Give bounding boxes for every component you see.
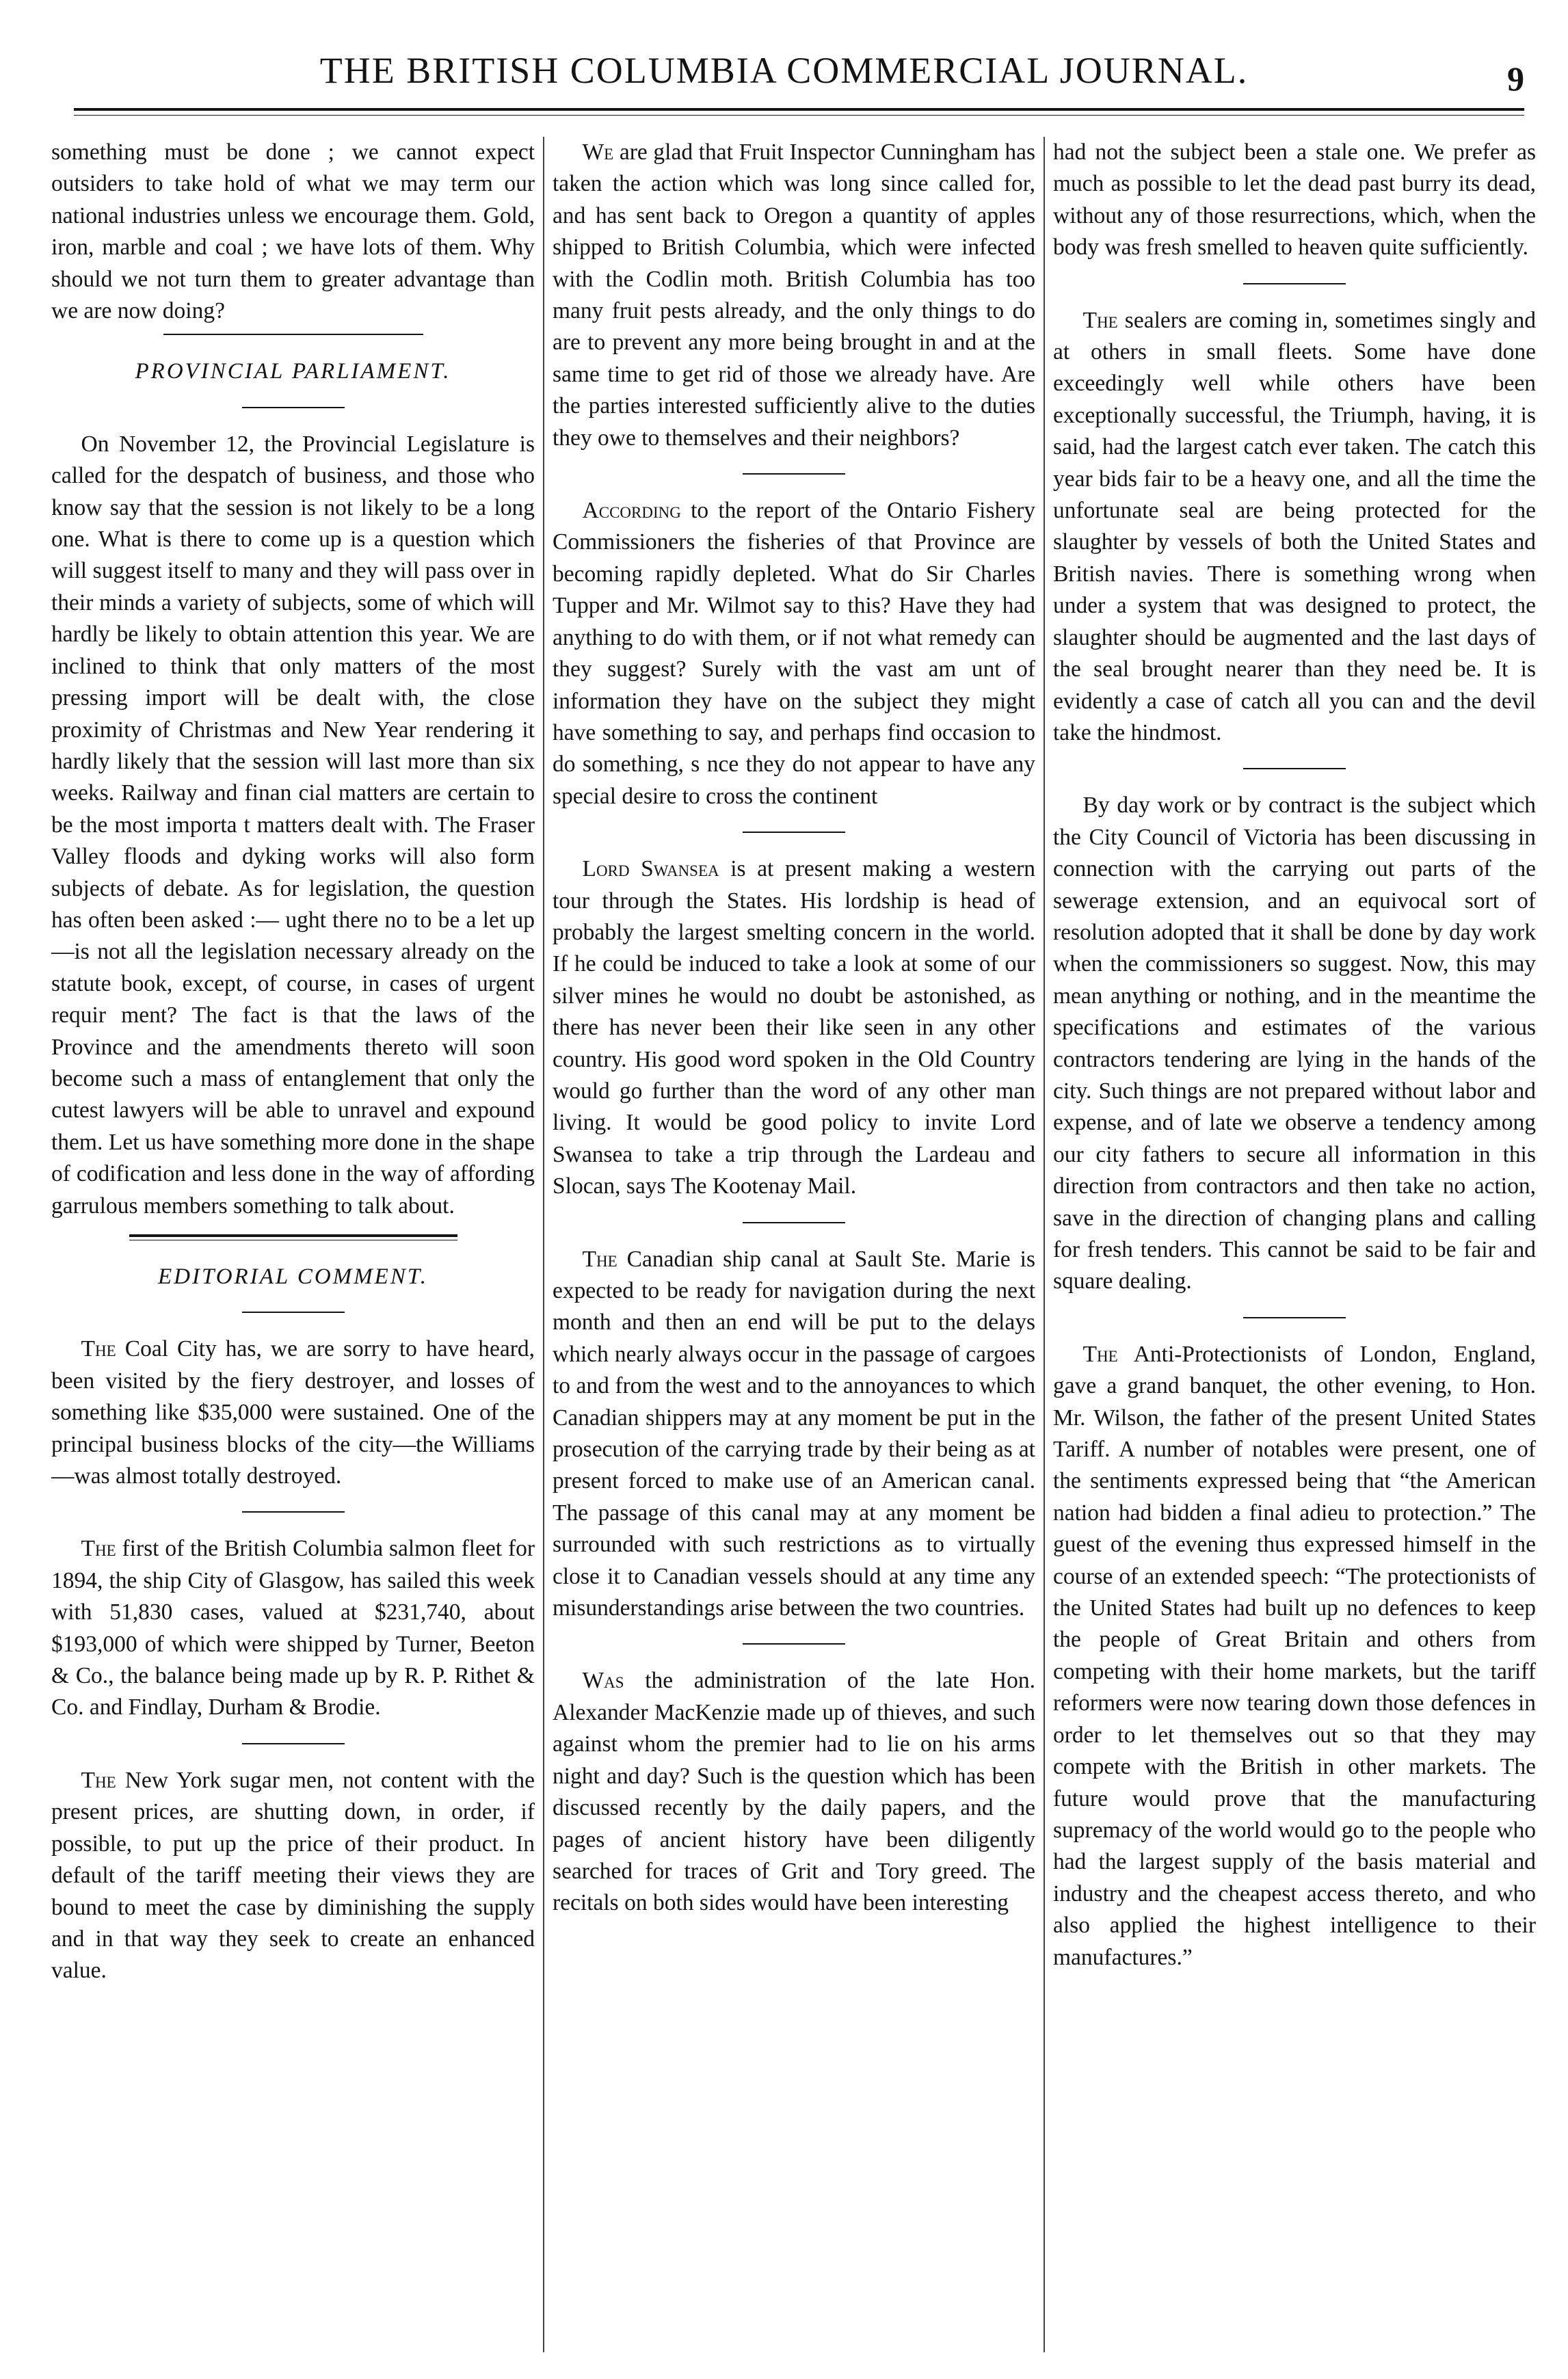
section-rule — [743, 473, 845, 475]
section-rule — [129, 1234, 457, 1240]
section-rule — [242, 1511, 345, 1513]
lead-word: The — [81, 1336, 116, 1362]
article-paragraph — [1053, 1339, 1536, 1973]
article-text: to the report of the Ontario Fishery Commissioners the fisheries of that Province are becoming rapidly depleted. What do Sir Charles Tupper and Mr. Wilmot say to this? Have they had anything to do with them, or if not what remedy can they suggest? Surely with the vast am unt of information they have on the subject they might have something to say, and perhaps find occasion to do something, s nce they do not appear to have any special desire to cross the continent — [553, 498, 1035, 809]
article-paragraph: By day work or by contract is the subject which the City Council of Victoria has been discussing in connection with the carrying out parts of the sewerage extension, and an equivocal sort of resolution adopted that it shall be done by day work when the commissioners so suggest. Now, this may mean anything or nothing, and in the meantime the specifications and estimates of the various contractors tendering are lying in the hands of the city. Such things are not prepared without labor and expense, and of late we observe a tendency among our city fathers to secure all information in this direction from contractors and then take no action, save in the direction of changing plans and calling for fresh tenders. This cannot be said to be fair and square dealing. — [1053, 793, 1536, 1294]
column-divider — [543, 137, 544, 2352]
section-rule — [743, 1643, 845, 1645]
article-paragraph — [51, 1533, 535, 1723]
header-rule — [74, 108, 1524, 116]
article-paragraph — [51, 1765, 535, 1987]
article-paragraph — [553, 137, 1035, 454]
journal-title: THE BRITISH COLUMBIA COMMERCIAL JOURNAL. — [319, 50, 1249, 91]
article-text: Anti-Protectionists of London, England, gave a grand banquet, the other evening, to Hon. Mr. Wilson, the father of the present United States Tariff. A number of notables were present, one of the sentiments expressed being that “the American nation had bidden a final adieu to protection.” The guest of the evening thus expressed himself in the course of an extended speech: “The protectionists of the United States had built up no defences to keep the people of Great Britain and others from competing with their home markets, but the tariff reformers were now tearing down those defences in order to let themselves out so that they may compete with the British in other markets. The future would prove that the manufacturing supremacy of the world would go to the people who had the largest supply of the basis material and industry and the cheapest access thereto, and who also applied the highest intelligence to their manufactures.” — [1053, 1341, 1536, 1970]
lead-word: Was — [582, 1668, 624, 1694]
article-paragraph: had not the subject been a stale one. We prefer as much as possible to let the dead past burry its dead, without any of those resurrections, which, when the body was fresh smelled to heaven quite sufficiently. — [1053, 139, 1536, 261]
column-2 — [553, 137, 1035, 2352]
section-heading: PROVINCIAL PARLIAMENT. — [135, 359, 451, 384]
section-rule — [743, 832, 845, 833]
article-paragraph — [553, 853, 1035, 1202]
section-rule — [743, 1222, 845, 1223]
page-number: 9 — [1507, 59, 1524, 98]
article-paragraph — [553, 495, 1035, 812]
article-text: Canadian ship canal at Sault Ste. Marie is expected to be ready for navigation during the next month and then an end will be put to the delays which nearly always occur in the passage of cargoes to and from the west and to the annoyances to which Canadian shippers may at any moment be put in the prosecution of the carrying trade by their being as at present forced to make use of an American canal. The passage of this canal may at any moment be surrounded with such restrictions as to virtually close it to Canadian vessels should at any time any misunderstandings arise between the two countries. — [553, 1246, 1035, 1621]
column-divider — [1044, 137, 1045, 2352]
lead-word: According — [582, 498, 681, 524]
article-text: sealers are coming in, sometimes singly and at others in small fleets. Some have done exceedingly well while others have been exceptionally successful, the Triumph, having, it is said, had the largest catch ever taken. The catch this year bids fair to be a heavy one, and all the time the unfortunate seal are being protected for the slaughter by vessels of both the United States and British navies. There is something wrong when under a system that was designed to protect, the slaughter should be augmented and the last days of the seal brought nearer than they need be. It is evidently a case of catch all you can and the devil take the hindmost. — [1053, 307, 1536, 745]
section-rule — [1243, 768, 1346, 769]
article-text: are glad that Fruit Inspector Cunningham has taken the action which was long since called for, and has sent back to Oregon a quantity of apples shipped to British Columbia, which were infected with the Codlin moth. British Columbia has too many fruit pests already, and the only things to do are to prevent any more being brought in and at the same time to get rid of those we already have. Are the parties interested sufficiently alive to the duties they owe to themselves and their neighbors? — [553, 139, 1035, 451]
section-rule — [242, 1312, 345, 1313]
article-paragraph — [1053, 305, 1536, 749]
section-rule — [242, 407, 345, 408]
lead-word: We — [582, 139, 614, 165]
article-paragraph: On November 12, the Provincial Legislature is called for the despatch of business, and those who know say that the session is not likely to be a long one. What is there to come up is a question which will suggest itself to many and they will pass over in their minds a variety of subjects, some of which will hardly be likely to obtain attention this year. We are inclined to think that only matters of the most pressing import will be dealt with, the close proximity of Christmas and New Year rendering it hardly likely that the session will last more than six weeks. Railway and finan cial matters are certain to be the most importa t matters dealt with. The Fraser Valley floods and dyking works will also form subjects of debate. As for legislation, the question has often been asked :— ught there no to be a let up—is not all the legislation necessary already on the statute book, except, of course, in cases of urgent requir ment? The fact is that the laws of the Province and the amendments thereto will soon become such a mass of entanglement that only the cutest lawyers will be able to unravel and expound them. Let us have something more done in the shape of codification and less done in the way of affording garrulous members something to talk about. — [51, 431, 535, 1219]
article-paragraph — [553, 1244, 1035, 1625]
column-1 — [51, 137, 535, 2352]
article-text: first of the British Columbia salmon fleet for 1894, the ship City of Glasgow, has sailed this week with 51,830 cases, valued at $231,740, about $193,000 of which were shipped by Turner, Beeton & Co., the balance being made up by R. P. Rithet & Co. and Findlay, Durham & Brodie. — [51, 1536, 535, 1720]
section-rule — [1243, 283, 1346, 284]
lead-word: The — [582, 1246, 617, 1272]
column-3 — [1053, 137, 1536, 2352]
section-rule — [1243, 1317, 1346, 1318]
lead-word: The — [1082, 307, 1118, 333]
article-paragraph: something must be done ; we cannot expect outsiders to take hold of what we may term our national industries unless we encourage them. Gold, iron, marble and coal ; we have lots of them. Why should we not turn them to greater advantage than we are now doing? — [51, 139, 535, 324]
lead-word: The — [1082, 1341, 1118, 1367]
article-text: Coal City has, we are sorry to have heard, been visited by the fiery destroyer, and losses of something like $35,000 were sustained. One of the principal business blocks of the city—the Williams—was almost totally destroyed. — [51, 1336, 535, 1489]
article-paragraph — [553, 1665, 1035, 1919]
article-paragraph — [51, 1333, 535, 1492]
article-text: New York sugar men, not content with the present prices, are shutting down, in order, if possible, to put up the price of their product. In default of the tariff meeting their views they are bound to meet the case by diminishing the supply and in that way they seek to create an enhanced value. — [51, 1767, 535, 1984]
lead-word: The — [81, 1536, 116, 1562]
section-heading: EDITORIAL COMMENT. — [157, 1264, 429, 1289]
lead-word: The — [81, 1767, 116, 1793]
section-rule — [163, 334, 423, 335]
section-rule — [242, 1743, 345, 1744]
article-text: the administration of the late Hon. Alexander MacKenzie made up of thieves, and such against whom the premier had to lie on his arms night and day? Such is the question which has been discussed recently by the daily papers, and the pages of ancient history have been diligently searched for traces of Grit and Tory greed. The recitals on both sides would have been interesting — [553, 1668, 1035, 1916]
article-text: is at present making a western tour through the States. His lordship is head of probably the largest smelting concern in the world. If he could be induced to take a look at some of our silver mines he would no doubt be astonished, as there has never been their like seen in any other country. His good word spoken in the Old Country would go further than the word of any other man living. It would be good policy to invite Lord Swansea to take a trip through the Lardeau and Slocan, says The Kootenay Mail. — [553, 856, 1035, 1199]
lead-word: Lord Swansea — [582, 856, 719, 882]
